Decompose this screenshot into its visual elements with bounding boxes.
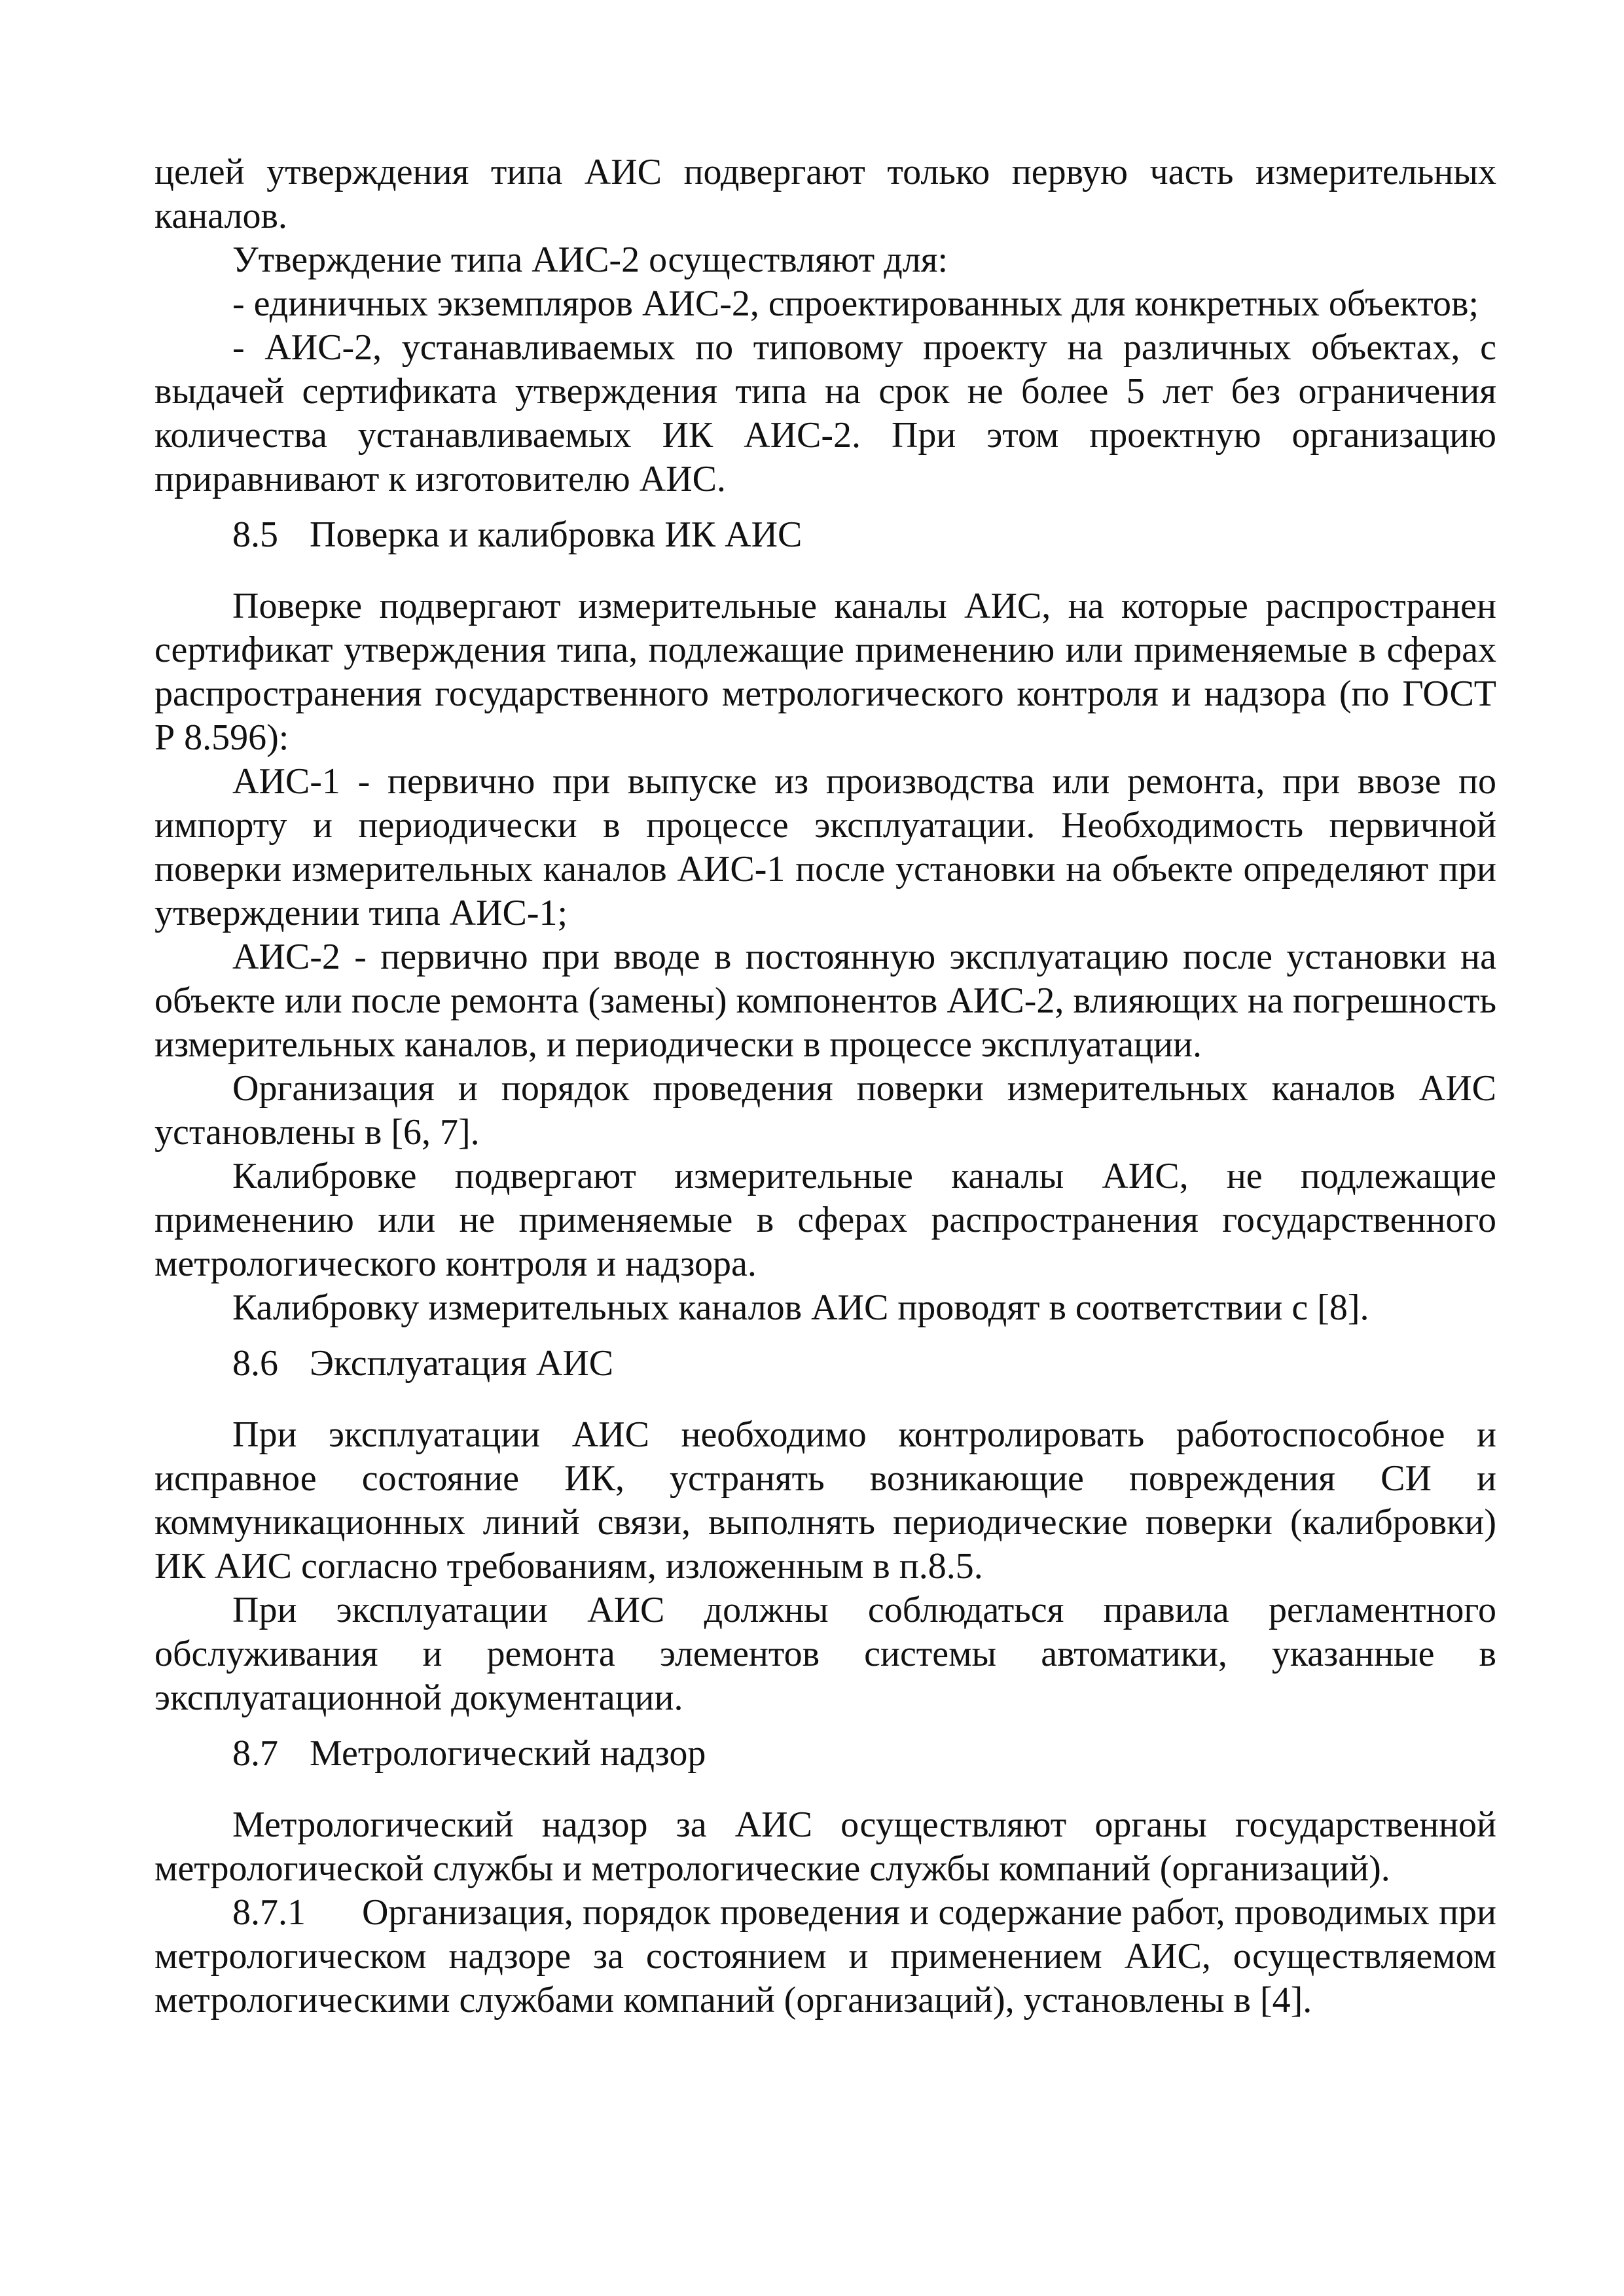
section-number: 8.5	[232, 514, 278, 555]
paragraph-operation-rules: При эксплуатации АИС должны соблюдаться правила регламентного обслуживания и ремонта элементов системы автоматики, указанные в эксплуатационной документации.	[154, 1590, 1496, 1718]
paragraph-continuation: целей утверждения типа АИС подвергают только первую часть измерительных каналов.	[154, 152, 1496, 236]
section-title: Эксплуатация АИС	[310, 1343, 614, 1384]
paragraph-ais1-verification: АИС-1 - первично при выпуске из производства или ремонта, при ввозе по импорту и периодически в процессе эксплуатации. Необходимость первичной поверки измерительных каналов АИС-1 после установки на объекте определяют при утверждении типа АИС-1;	[154, 761, 1496, 933]
section-heading-8-5	[154, 513, 1496, 557]
list-item-single-units: - единичных экземпляров АИС-2, спроектированных для конкретных объектов;	[232, 283, 1479, 324]
paragraph-calibration-scope: Калибровке подвергают измерительные каналы АИС, не подлежащие применению или не применяемые в сферах распространения государственного метрологического контроля и надзора.	[154, 1156, 1496, 1284]
subsection-text: Организация, порядок проведения и содержание работ, проводимых при метрологическом надзоре за состоянием и применением АИС, осуществляемом метрологическими службами компаний (организаций), установлены в [4].	[154, 1892, 1496, 2020]
section-title: Поверка и калибровка ИК АИС	[310, 514, 803, 555]
section-number: 8.6	[232, 1343, 278, 1384]
subsection-number: 8.7.1	[232, 1892, 306, 1933]
subsection-8-7-1	[154, 1891, 1496, 2022]
section-title: Метрологический надзор	[310, 1733, 706, 1774]
document-page	[154, 151, 1496, 2022]
section-heading-8-7	[154, 1732, 1496, 1776]
paragraph-verification-scope: Поверке подвергают измерительные каналы АИС, на которые распространен сертификат утверждения типа, подлежащие применению или применяемые в сферах распространения государственного метрологического контроля и надзора (по ГОСТ Р 8.596):	[154, 586, 1496, 758]
section-number: 8.7	[232, 1733, 278, 1774]
paragraph-verification-organization: Организация и порядок проведения поверки измерительных каналов АИС установлены в [6, 7].	[154, 1068, 1496, 1153]
paragraph-approval-intro: Утверждение типа АИС-2 осуществляют для:	[232, 240, 948, 280]
paragraph-operation-control: При эксплуатации АИС необходимо контролировать работоспособное и исправное состояние ИК, устранять возникающие повреждения СИ и коммуникационных линий связи, выполнять периодические поверки (калибровки) ИК АИС согласно требованиям, изложенным в п.8.5.	[154, 1414, 1496, 1587]
section-heading-8-6	[154, 1342, 1496, 1386]
paragraph-metrology-supervision: Метрологический надзор за АИС осуществляют органы государственной метрологической службы и метрологические службы компаний (организаций).	[154, 1804, 1496, 1889]
list-item-typical-project: - АИС-2, устанавливаемых по типовому проекту на различных объектах, с выдачей сертификата утверждения типа на срок не более 5 лет без ограничения количества устанавливаемых ИК АИС-2. При этом проектную организацию приравнивают к изготовителю АИС.	[154, 327, 1496, 499]
paragraph-ais2-verification: АИС-2 - первично при вводе в постоянную эксплуатацию после установки на объекте или после ремонта (замены) компонентов АИС-2, влияющих на погрешность измерительных каналов, и периодически в процессе эксплуатации.	[154, 937, 1496, 1065]
paragraph-calibration-procedure: Калибровку измерительных каналов АИС проводят в соответствии с [8].	[232, 1287, 1369, 1328]
